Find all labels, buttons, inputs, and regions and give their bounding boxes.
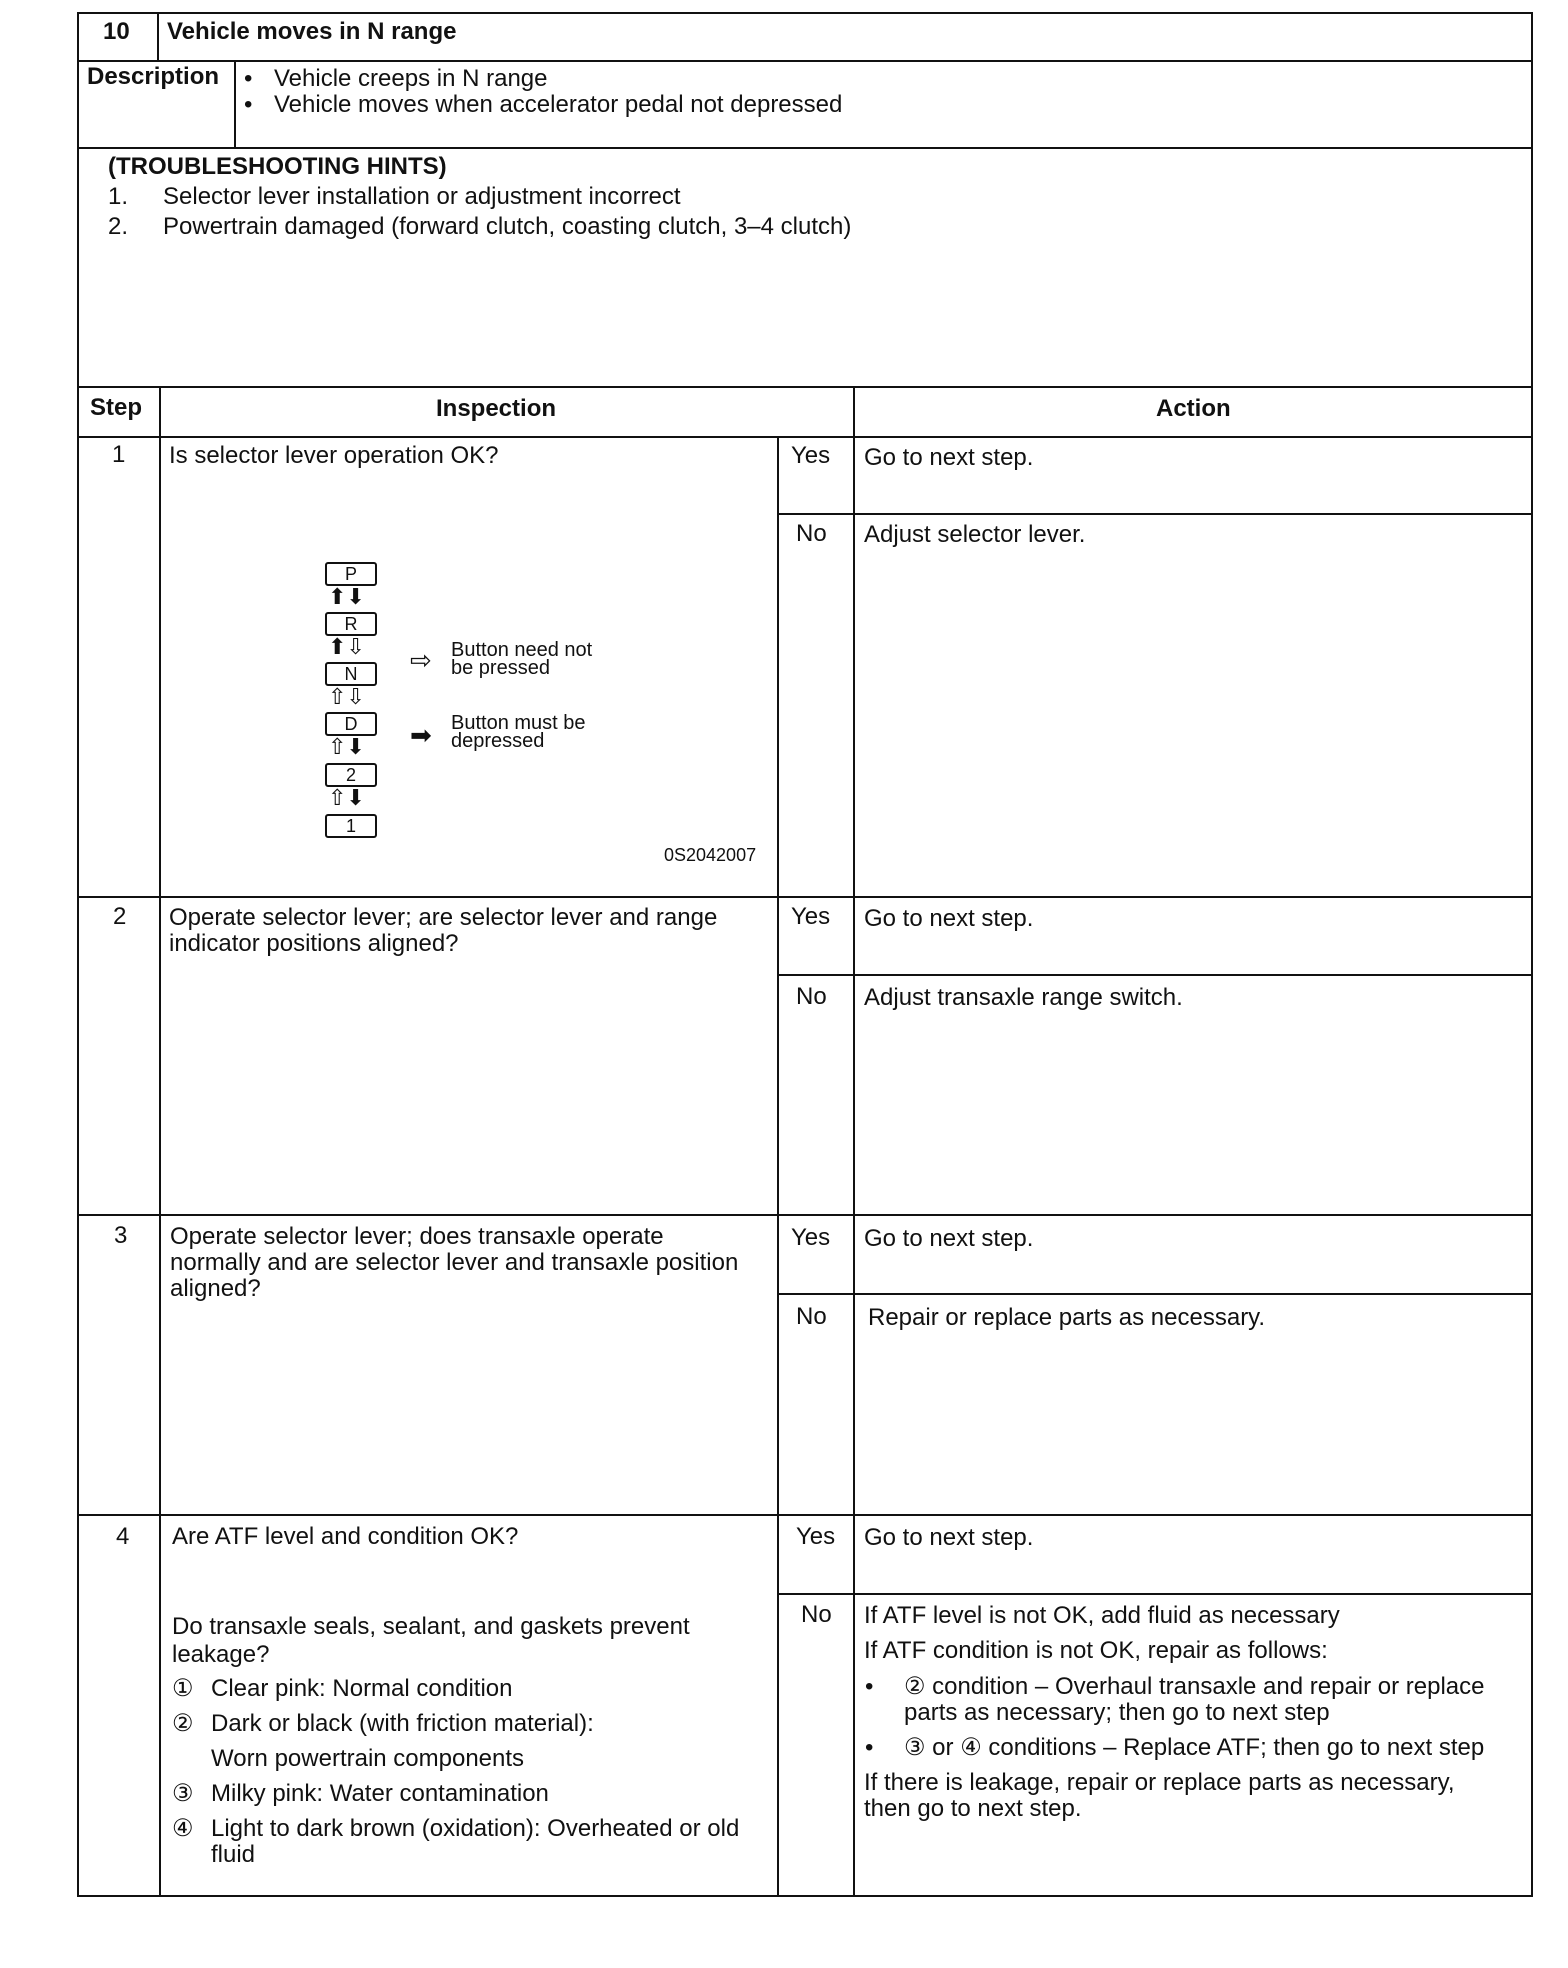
range-box-1: 1 xyxy=(325,814,377,838)
legend-open-text: Button need not xyxy=(451,639,593,661)
inspection-text: Operate selector lever; does transaxle operate xyxy=(170,1223,664,1250)
hint-text: Powertrain damaged (forward clutch, coasting clutch, 3–4 clutch) xyxy=(163,213,852,240)
range-box-r: R xyxy=(325,612,377,636)
up-filled-down-open-arrows-icon: ⬆⇩ xyxy=(328,634,365,659)
description-item: Vehicle moves when accelerator pedal not depressed xyxy=(274,91,843,118)
step-number: 1 xyxy=(112,441,126,468)
yes-label: Yes xyxy=(791,442,831,469)
range-box-2: 2 xyxy=(325,763,377,787)
yes-label: Yes xyxy=(791,1224,831,1251)
troubleshooting-title: Vehicle moves in N range xyxy=(167,18,457,45)
action-yes: Go to next step. xyxy=(864,444,1034,471)
legend-filled-text: Button must be xyxy=(451,712,586,734)
action-no-bullet: ③ or ④ conditions – Replace ATF; then go to next step xyxy=(904,1734,1485,1761)
column-header-action: Action xyxy=(1156,395,1231,422)
legend-filled-text: depressed xyxy=(451,730,545,752)
range-box-d: D xyxy=(325,712,377,736)
action-no-text: If ATF level is not OK, add fluid as necessary xyxy=(864,1602,1340,1629)
condition-text: Clear pink: Normal condition xyxy=(211,1675,513,1702)
column-header-step: Step xyxy=(90,394,143,421)
inspection-text: indicator positions aligned? xyxy=(169,930,459,957)
step-number: 3 xyxy=(114,1222,128,1249)
condition-text: fluid xyxy=(211,1841,256,1868)
no-label: No xyxy=(796,1303,827,1330)
action-no: Adjust selector lever. xyxy=(864,521,1086,548)
action-no-bullet: parts as necessary; then go to next step xyxy=(904,1699,1330,1726)
inspection-text: normally and are selector lever and transaxle position xyxy=(170,1249,739,1276)
action-no: Repair or replace parts as necessary. xyxy=(868,1304,1266,1331)
description-label: Description xyxy=(87,63,220,90)
troubleshooting-number: 10 xyxy=(103,18,130,45)
inspection-text: Operate selector lever; are selector lever and range xyxy=(169,904,718,931)
condition-text: Milky pink: Water contamination xyxy=(211,1780,549,1807)
description-item: Vehicle creeps in N range xyxy=(274,65,548,92)
inspection-text: Do transaxle seals, sealant, and gaskets prevent xyxy=(172,1613,690,1640)
action-yes: Go to next step. xyxy=(864,1524,1034,1551)
condition-text: Dark or black (with friction material): xyxy=(211,1710,594,1737)
hint-text: Selector lever installation or adjustment incorrect xyxy=(163,183,681,210)
range-box-n: N xyxy=(325,662,377,686)
yes-label: Yes xyxy=(791,903,831,930)
up-open-down-filled-arrows-icon: ⇧⬇ xyxy=(328,734,365,759)
action-no-text: If ATF condition is not OK, repair as follows: xyxy=(864,1637,1328,1664)
up-open-down-filled-arrows-icon: ⇧⬇ xyxy=(328,785,365,810)
no-label: No xyxy=(796,983,827,1010)
step-number: 2 xyxy=(113,903,127,930)
action-yes: Go to next step. xyxy=(864,905,1034,932)
range-box-p: P xyxy=(325,562,377,586)
condition-marker: ③ xyxy=(172,1780,194,1807)
inspection-text: Is selector lever operation OK? xyxy=(169,442,499,469)
step-number: 4 xyxy=(116,1523,130,1550)
condition-marker: ① xyxy=(172,1675,194,1702)
up-down-open-arrows-icon: ⇧⇩ xyxy=(328,684,365,709)
condition-text: Light to dark brown (oxidation): Overheated or old xyxy=(211,1815,740,1842)
inspection-text: aligned? xyxy=(170,1275,261,1302)
inspection-text: Are ATF level and condition OK? xyxy=(172,1523,519,1550)
hints-title: (TROUBLESHOOTING HINTS) xyxy=(108,153,447,180)
hint-number: 2. xyxy=(108,213,129,240)
action-yes: Go to next step. xyxy=(864,1225,1034,1252)
column-header-inspection: Inspection xyxy=(436,395,557,422)
inspection-text: leakage? xyxy=(172,1641,270,1668)
filled-arrow-icon: ➡ xyxy=(410,720,432,750)
action-no-text: then go to next step. xyxy=(864,1795,1082,1822)
action-no: Adjust transaxle range switch. xyxy=(864,984,1183,1011)
figure-code: 0S2042007 xyxy=(664,845,757,865)
action-no-bullet: ② condition – Overhaul transaxle and repair or replace xyxy=(904,1673,1485,1700)
open-arrow-icon: ⇨ xyxy=(410,645,432,675)
action-no-text: If there is leakage, repair or replace parts as necessary, xyxy=(864,1769,1455,1796)
hint-number: 1. xyxy=(108,183,129,210)
legend-open-text: be pressed xyxy=(451,657,550,679)
up-down-filled-arrows-icon: ⬆⬇ xyxy=(328,584,365,609)
no-label: No xyxy=(801,1601,832,1628)
condition-text: Worn powertrain components xyxy=(211,1745,525,1772)
condition-marker: ② xyxy=(172,1710,194,1737)
condition-marker: ④ xyxy=(172,1815,194,1842)
no-label: No xyxy=(796,520,827,547)
yes-label: Yes xyxy=(796,1523,836,1550)
